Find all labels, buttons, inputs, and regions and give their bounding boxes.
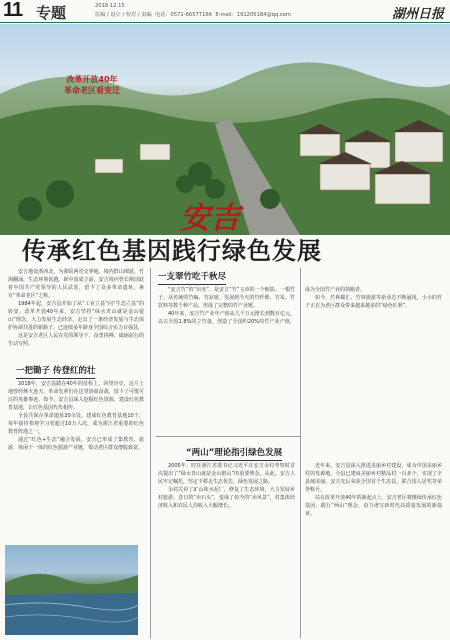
headline-main: 传承红色基因践行绿色发展 <box>22 237 322 265</box>
section-title-3: “两山”理论指引绿色发展 <box>186 448 283 458</box>
headline-block <box>0 185 450 265</box>
headline-kicker: 安吉 <box>180 201 240 236</box>
editors: 监编 / 设计 / 校对 / 责编 <box>95 12 152 18</box>
section-3-paragraph: 余村关停了矿山和水泥厂，修复了生态环境，大力发展乡村旅游。昔日的“卖石头”，变成了如今的“卖风景”，村集体经济收入和农民人均收入大幅增长。 <box>158 487 295 509</box>
intro-paragraph: 安吉地处浙西北，为浙皖两省交界地，境内群山绵延，竹海翻涌，生态环境优越。新中国成立前，安吉境内曾长期活跃着中国共产党领导的人民武装，留下了众多革命遗址，素有“革命老区”之称。 <box>8 269 144 299</box>
paper-name: 湖州日报 <box>391 7 444 22</box>
section-3-paragraph: 2005年，时任浙江省委书记习近平在安吉余村考察时首次提出了“绿水青山就是金山银山”的重要理念。从此，安吉人民牢记嘱托，坚定不移走生态优先、绿色发展之路。 <box>158 463 295 485</box>
section-1-paragraph: 2018年，安吉县踏在40年的征程上。回望历史，这片土地曾经烽火连天，革命先辈们在这里浴血奋战，留下了可歌可泣的英雄事迹。如今，安吉县深入挖掘红色资源，建设红色教育基地，让红色基因代代相传。 <box>8 381 144 411</box>
section-3-paragraph: 站在改革开放40年的新起点上，安吉老区将继续传承红色基因，践行“两山”理念，奋力谱写新时代高质量发展的新篇章。 <box>305 495 442 517</box>
section-1-paragraph: 全县共保存革命遗址20余处，建成红色教育基地10个，每年接待参观学习者超过10万人次，成为浙江省重要的红色教育阵地之一。 <box>8 413 144 435</box>
intro-text <box>8 268 144 358</box>
section-2-paragraph: “安吉竹”的“出名”，是安吉“竹”文章的一个缩影。一根竹子，从传统的竹编、竹凉席，发展到今天的竹纤维、竹炭、竹饮料等数千种产品，形成了完整的竹产业链。 <box>158 287 295 309</box>
section-divider <box>156 436 300 437</box>
stamp-line-1: 改革开放40年 <box>66 75 118 84</box>
section-3-paragraph: 近年来，安吉县深入推进美丽乡村建设，成为中国美丽乡村的发源地。全县已建成美丽乡村精品村一百多个，实现了全县域美丽。安吉先后荣获全国首个生态县、联合国人居奖等荣誉称号。 <box>305 463 442 493</box>
page-header <box>0 0 450 23</box>
intro-paragraph: 1984年起，安吉县开始了从“工业立县”向“生态立县”的转变。改革开放40年来，安吉坚持“绿水青山就是金山银山”理念，大力发展生态经济，走出了一条经济发展与生态保护协调共进的新路子，已连续多年跻身全国综合实力百强县。 <box>8 301 144 331</box>
section-1-body <box>8 380 144 542</box>
section-name: 专题 <box>36 4 67 22</box>
section-2-paragraph: 40年来，安吉竹产业年产值从几千万元增长到数百亿元，以占全国1.8%的立竹量，创造了全国约20%的竹产业产值，成为全国竹产业的领跑者。 <box>158 287 366 325</box>
column-divider <box>150 268 151 638</box>
header-meta-bottom <box>95 11 291 18</box>
section-title-2: 一支翠竹吃千秋尽 <box>158 272 227 282</box>
section-1-paragraph: 通过“红色+生态”融合发展，安吉已形成了集教育、旅游、休闲于一体的红色旅游产业链，带动老区群众增收致富。 <box>8 437 144 451</box>
lake-photo <box>5 545 138 635</box>
phone: 电话：0571-66577166 <box>154 12 212 18</box>
page-number: 11 <box>3 0 23 21</box>
section-2-paragraph: 如今，竹林碳汇、竹林旅游等新业态不断涌现，小小的竹子正在为老区群众带来越来越多的“绿色红利”。 <box>305 295 442 309</box>
lake-scenery <box>5 545 138 635</box>
issue-date: 2018.12.15 <box>95 3 125 9</box>
intro-paragraph: 这是安吉老区人民在党的领导下，奋勇拼搏、砥砺前行的生动写照。 <box>8 333 144 347</box>
email: E-mail：191205184@qq.com <box>215 12 291 18</box>
anniversary-stamp <box>62 74 122 96</box>
section-2-body <box>158 286 442 432</box>
section-3-body <box>158 462 442 634</box>
stamp-line-2: 革命老区看变迁 <box>64 86 120 95</box>
header-meta-top <box>95 3 125 9</box>
section-title-1: 一把锄子 传登红的壮 <box>16 366 96 376</box>
